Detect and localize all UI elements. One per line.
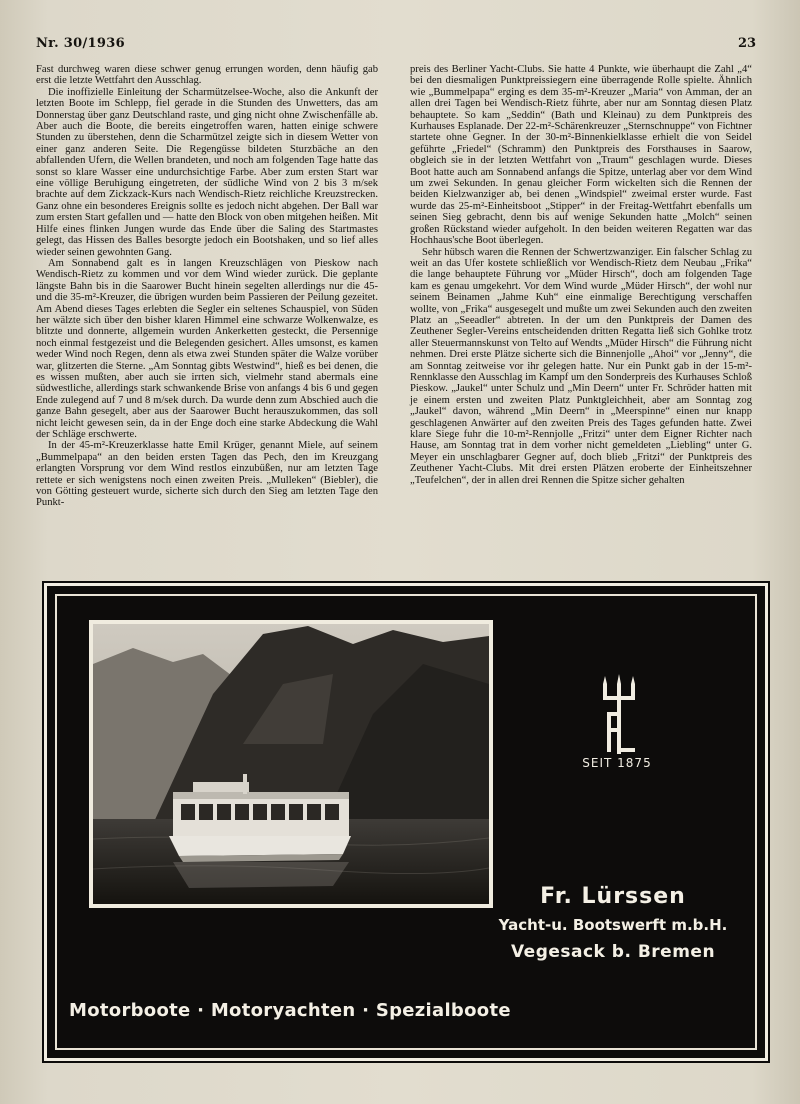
issue-number: Nr. 30/1936 (36, 36, 125, 51)
motor-yacht-photo (89, 620, 493, 908)
paragraph: Die inoffizielle Einleitung der Scharmützelsee-Woche, also die Ankunft der letzten Boote im Schlepp, fiel gerade in die Stunden des Unwetters, das am Donnerstag über ganz Deutschland raste, und ging nicht ohne Zwischenfälle ab. Aber auch die Boote, die bereits eingetroffen waren, hatten einige schwere Stunden zu überstehen, denn die Scharmützel zeigte sich in diesem Wetter von einer ganz anderen Seite. Die Regengüsse bildeten Sturzbäche an den abfallenden Ufern, die Wellen brandeten, und noch am folgenden Tage hatte das sonst so klare Wasser eine undurchsichtige Farbe. Aber zum ersten Start war eine völlige Beruhigung eingetreten, der südliche Wind von 2 bis 3 m/sek brachte auf dem Zickzack-Kurs nach Wendisch-Rietz reichliche Kreuzstrecken. Ganz ohne ein besonderes Ereignis sollte es jedoch nicht abgehen. Der Ball war zum ersten Start gefallen und — hatte den Block von oben mitgehen heißen. Mit Hilfe eines flinken Jungen wurde das Ende über die Saling des Startmastes gelegt, das Hissen des Balles besorgte jedoch ein Bootshaken, und so lief alles wieder seinen gewohnten Gang. (36, 86, 378, 258)
page-number: 23 (738, 36, 757, 51)
paragraph: Am Sonnabend galt es in langen Kreuzschlägen von Pieskow nach Wendisch-Rietz zu kommen und vor dem Wind wieder zurück. Die geplante längste Bahn bis in die Saarower Bucht hinein segelten allerdings nur die 45- und die 35-m²-Kreuzer, die übrigen wurden beim Passieren der Peilung gezeitet. Am Abend dieses Tages erlebten die Segler ein seltenes Schauspiel, von Süden her wälzte sich über den bisher klaren Himmel eine schwarze Wolkenwalze, es blitzte und donnerte, allgemein wurden Ankerketten gesteckt, die Persennige noch einmal festgezeist und die Belegenden gesichert. Alles umsonst, es kamen weder Wind noch Regen, denn als etwa zwei Stunden später die Walze vorüber war, glitzerten die Sterne. „Am Sonntag gibts Westwind“, hieß es bei denen, die es wissen mußten, aber auch sie irrten sich, vielmehr stand abermals eine südwestliche, allerdings stark schwankende Brise von anfangs 4 bis 6 und gegen Ende zulegend auf 7 und 8 m/sek durch. Da wurde denn zum Abschied auch die ganze Bahn gesegelt, aber aus der Saarower Bucht herauszukommen, das soll nicht leicht gewesen sein, da in der Enge doch eine starke Abdeckung die Wahl der Schläge erschwerte. (36, 257, 378, 440)
trident-fl-monogram-icon (597, 674, 641, 764)
ad-slogan: Motorboote · Motoryachten · Spezialboote (69, 1000, 511, 1021)
paragraph: Fast durchweg waren diese schwer genug errungen worden, denn häufig gab erst die letzte Wettfahrt den Ausschlag. (36, 64, 378, 87)
paragraph: In der 45-m²-Kreuzerklasse hatte Emil Krüger, genannt Miele, auf seinem „Bummelpapa“ an den beiden ersten Tagen das Pech, den im Kreuzgang erlangten Vorsprung vor dem Wind restlos einzubüßen, nur am letzten Tage rettete er sich wenigstens noch einen zweiten Preis. „Mulleken“ (Biebler), die von Götting gesteuert wurde, sicherte sich durch den Sieg am letzten Tage den Punkt- (36, 440, 378, 509)
company-location: Vegesack b. Bremen (510, 942, 716, 962)
luerssen-advertisement (44, 583, 768, 1061)
paragraph: preis des Berliner Yacht-Clubs. Sie hatte 4 Punkte, wie überhaupt die Zahl „4“ bei den diesmaligen Punktpreissiegern eine überragende Rolle spielte. Ähnlich wie „Bummelpapa“ erging es dem 35-m²-Kreuzer „Maria“ von Amman, der an allen drei Tagen bei Wendisch-Rietz führte, aber nur am Sonntag diesen Platz behauptete. So kam „Seddin“ (Bath und Kleinau) zu dem Punktpreis des Kurhauses Esplanade. Der 22-m²-Schärenkreuzer „Sternschnuppe“ von Fichtner startete ohne Gegner. In der 30-m²-Binnenkielklasse erhielt die von Seidel geführte „Friedel“ (Schramm) den Punktpreis des Forsthauses in Saarow, obgleich sie in der letzten Wettfahrt von „Traum“ geschlagen wurde. Dieses Boot hatte auch am Sonnabend anfangs die Spitze, unterlag aber vor dem Wind um zwei Sekunden. In genau gleicher Form wickelten sich die Rennen der beiden Kielzwanziger ab, bei denen „Windspiel“ zweimal erster wurde. Fast wurde das 25-m²-Einheitsboot „Stipper“ in der Freitag-Wettfahrt ebenfalls um seinen Sieg gebracht, denn bis auf wenige Sekunden hatte „Molch“ seinen großen Rückstand wieder aufgeholt. In den beiden weiteren Regatten war das Hochhaus'sche Boot überlegen. (410, 64, 752, 247)
founded-year: SEIT 1875 (582, 756, 652, 770)
article-column-left (36, 64, 378, 509)
lake-scene-image (93, 624, 489, 904)
article-column-right (410, 64, 752, 486)
company-type: Yacht-u. Bootswerft m.b.H. (498, 916, 728, 934)
company-name: Fr. Lürssen (540, 884, 686, 909)
paragraph: Sehr hübsch waren die Rennen der Schwertzwanziger. Ein falscher Schlag zu weit an das Ufer kostete schließlich vor Wendisch-Rietz dem Neubau „Frika“ die lange behauptete Führung vor „Müder Hirsch“, doch am folgenden Tage kam es genau umgekehrt. Vor dem Wind wurde „Müder Hirsch“, der wohl nur seinem Beinamen „Jahme Kuh“ eine einmalige Berechtigung verschaffen wollte, von „Frika“ ausgesegelt und mußte um zwei Sekunden auch den zweiten Platz an „Seeadler“ abtreten. In der um den Punktpreis der Damen des Zeuthener Segler-Vereins entscheidenden dritten Regatta ließ sich Gohlke trotz aller Steuermannskunst von Telto auf Wendts „Müder Hirsch“ die Führung nicht nehmen. Drei erste Plätze sicherte sich die Binnenjolle „Ahoi“ vor „Jenny“, die am Sonntag zeitweise vor ihr gelegen hatte. Nur ein Punkt gab in der 15-m²-Rennklasse den Ausschlag im Kampf um den Sonderpreis des Kurhauses Schloß Pieskow. „Jaukel“ unter Schulz und „Min Deern“ unter Fr. Schröder hatten mit je einem ersten und zweiten Platz Punktgleichheit, aber am Sonntag zog „Jaukel“ davon, während „Min Deern“ in „Meerspinne“ einen nur knapp geschlagenen Anwärter auf den zweiten Preis des Tages gefunden hatte. Zwei klare Siege fuhr die 10-m²-Rennjolle „Fritzi“ unter dem Eigner Richter nach Hause, am Sonntag trat in dem vorher nicht gemeldeten „Liebling“ unter G. Meyer ein unschlagbarer Gegner auf, doch blieb „Fritzi“ der Punktpreis des Zeuthener Yacht-Clubs. Mit drei ersten Plätzen eroberte der Einheitszehner „Teufelchen“, der in allen drei Rennen die Spitze sicher gehalten (410, 246, 752, 486)
